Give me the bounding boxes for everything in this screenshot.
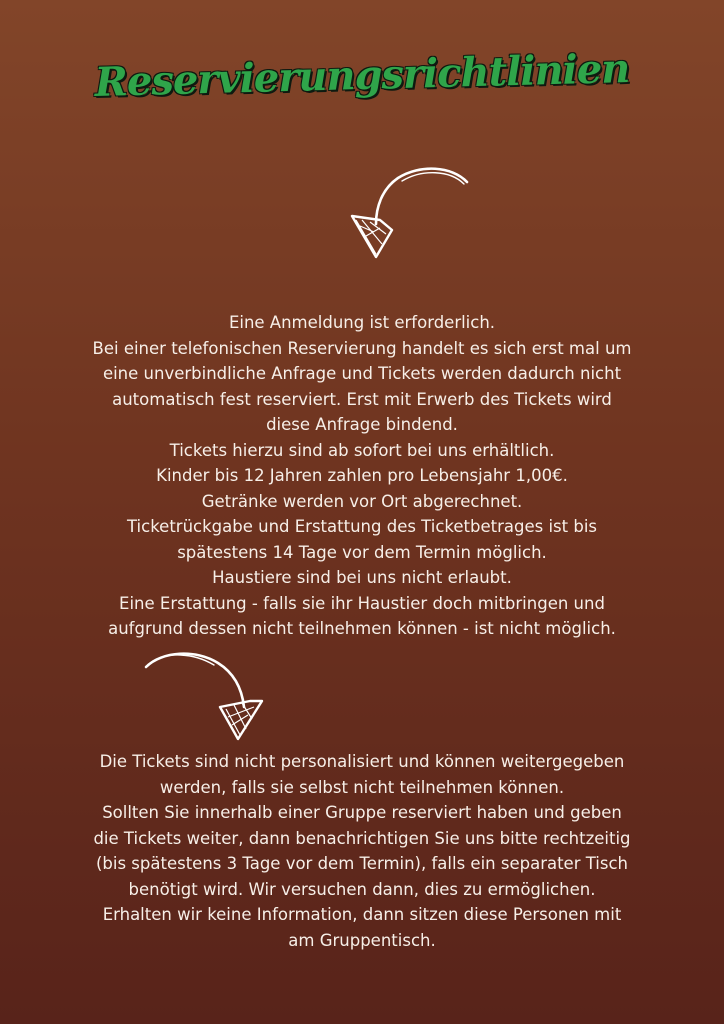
text-line: Erhalten wir keine Information, dann sitzen diese Personen mit	[102, 905, 622, 924]
reservation-rules-section	[62, 310, 662, 642]
text-line: Die Tickets sind nicht personalisiert und können weitergegeben	[99, 752, 625, 771]
text-line: werden, falls sie selbst nicht teilnehmen können.	[159, 777, 565, 797]
text-line: aufgrund dessen nicht teilnehmen können - ist nicht möglich.	[108, 619, 616, 638]
text-line: eine unverbindliche Anfrage und Tickets werden dadurch nicht	[102, 364, 622, 383]
text-line: spätestens 14 Tage vor dem Termin möglich.	[177, 542, 547, 562]
hand-drawn-arrow-down-right-icon	[138, 645, 268, 745]
text-line: Haustiere sind bei uns nicht erlaubt.	[212, 568, 512, 587]
text-line: am Gruppentisch.	[288, 930, 436, 950]
text-line: Ticketrückgabe und Erstattung des Ticketbetrages ist bis	[126, 517, 598, 536]
text-line: (bis spätestens 3 Tage vor dem Termin), falls ein separater Tisch	[95, 854, 629, 873]
text-line: Kinder bis 12 Jahren zahlen pro Lebensjahr 1,00€.	[156, 466, 568, 485]
hand-drawn-arrow-down-left-icon	[340, 162, 475, 262]
page-title: Reservierungsrichtlinien	[94, 45, 630, 106]
text-line: benötigt wird. Wir versuchen dann, dies zu ermöglichen.	[128, 879, 596, 899]
text-line: diese Anfrage bindend.	[266, 415, 458, 434]
ticket-transfer-section	[62, 749, 662, 953]
text-line: Bei einer telefonischen Reservierung handelt es sich erst mal um	[92, 338, 632, 358]
text-line: Eine Anmeldung ist erforderlich.	[228, 313, 496, 332]
text-line: automatisch fest reserviert. Erst mit Erwerb des Tickets wird	[112, 389, 612, 409]
text-line: Eine Erstattung - falls sie ihr Haustier doch mitbringen und	[119, 593, 605, 613]
text-line: die Tickets weiter, dann benachrichtigen Sie uns bitte rechtzeitig	[93, 828, 631, 848]
text-line: Tickets hierzu sind ab sofort bei uns erhältlich.	[169, 440, 555, 460]
text-line: Getränke werden vor Ort abgerechnet.	[201, 491, 523, 511]
text-line: Sollten Sie innerhalb einer Gruppe reserviert haben und geben	[102, 803, 622, 822]
